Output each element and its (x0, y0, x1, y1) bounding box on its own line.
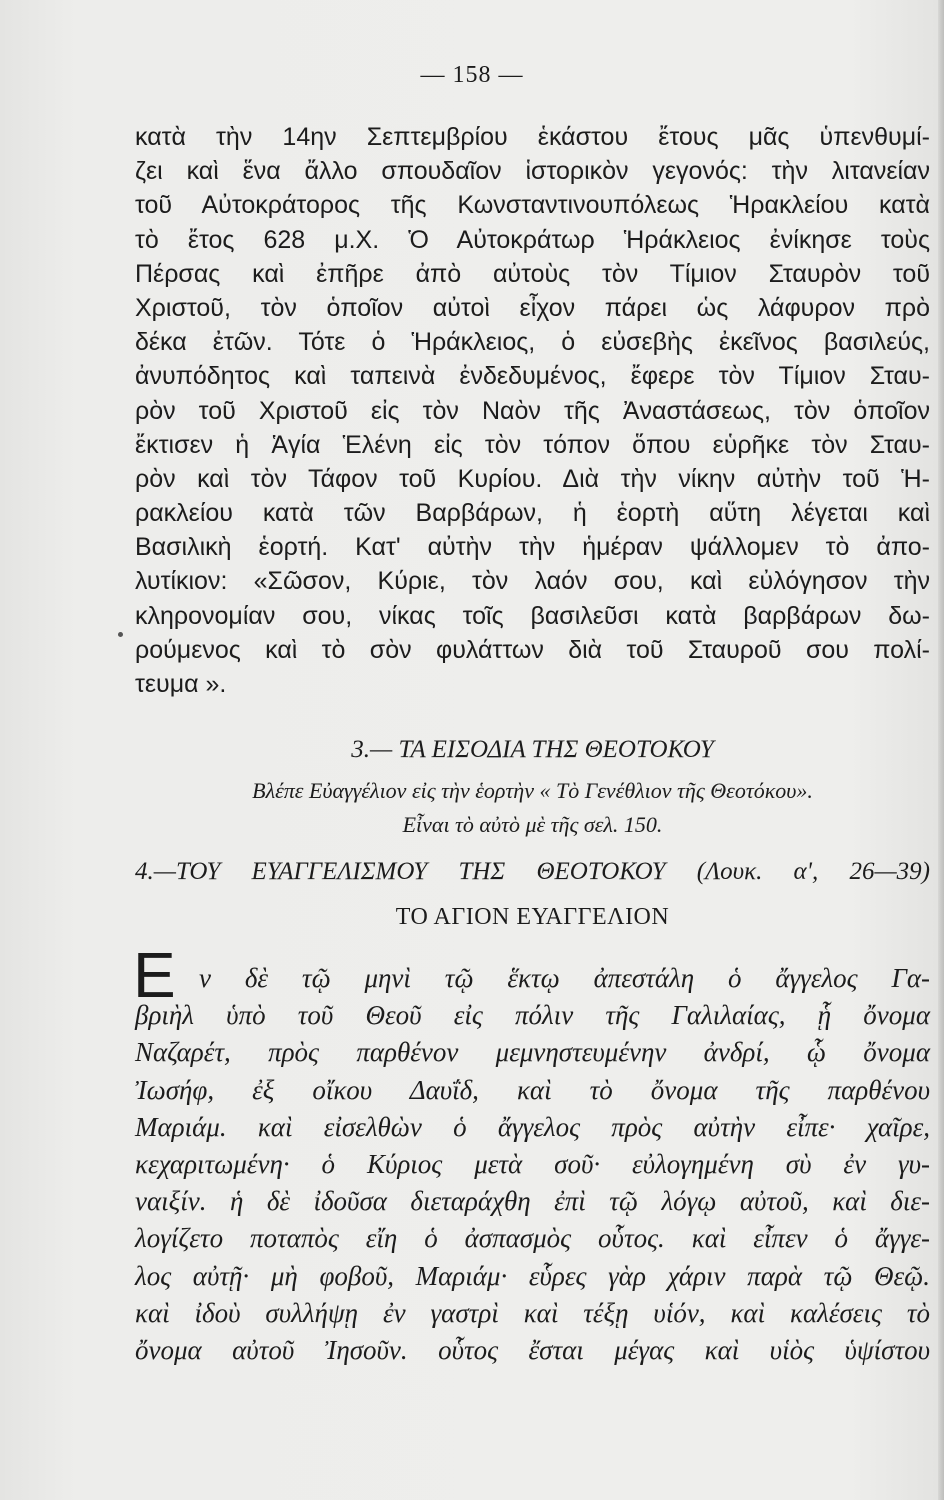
gospel-line: Ἰωσήφ, ἐξ οἴκου Δαυΐδ, καὶ τὸ ὄνομα τῆς παρθένου (135, 1074, 930, 1105)
paragraph-line: Πέρσας καὶ ἐπῆρε ἀπὸ αὐτοὺς τὸν Τίμιον Σταυρὸν τοῦ (135, 259, 930, 288)
section-4-heading: 4.—ΤΟΥ ΕΥΑΓΓΕΛΙΣΜΟΥ ΤΗΣ ΘΕΟΤΟΚΟΥ (Λουκ. α', 26—39) (135, 858, 930, 885)
paragraph-line: δέκα ἐτῶν. Τότε ὁ Ἡράκλειος, ὁ εὐσεβὴς ἐκεῖνος βασιλεύς, (135, 328, 930, 357)
gospel-line: ὄνομα αὐτοῦ Ἰησοῦν. οὗτος ἔσται μέγας καὶ υἱὸς ὑψίστου (135, 1334, 930, 1365)
gospel-line: κεχαριτωμένη· ὁ Κύριος μετὰ σοῦ· εὐλογημένη σὺ ἐν γυ- (135, 1148, 930, 1179)
paragraph-line: τὸ ἔτος 628 μ.Χ. Ὁ Αὐτοκράτωρ Ἡράκλειος ἐνίκησε τοὺς (135, 225, 930, 254)
page-number: — 158 — (420, 62, 524, 88)
paragraph-line: ρὸν τοῦ Χριστοῦ εἰς τὸν Ναὸν τῆς Ἀναστάσεως, τὸν ὁποῖον (135, 396, 930, 425)
gospel-line: βριὴλ ὑπὸ τοῦ Θεοῦ εἰς πόλιν τῆς Γαλιλαίας, ᾗ ὄνομα (135, 1000, 930, 1031)
paragraph-line: ρούμενος καὶ τὸ σὸν φυλάττων διὰ τοῦ Σταυροῦ σου πολί- (135, 635, 930, 664)
gospel-line: ν δὲ τῷ μηνὶ τῷ ἕκτῳ ἀπεστάλη ὁ ἄγγελος Γα- (199, 963, 930, 993)
gospel-title: ΤΟ ΑΓΙΟΝ ΕΥΑΓΓΕΛΙΟΝ (395, 904, 670, 930)
paragraph-line: τευμα ». (135, 670, 227, 698)
paragraph-line: Χριστοῦ, τὸν ὁποῖον αὐτοὶ εἶχον πάρει ὡς λάφυρον πρὸ (135, 293, 930, 322)
page-binding-edge (938, 0, 944, 1500)
paragraph-line: ἀνυπόδητος καὶ ταπεινὰ ἐνδεδυμένος, ἔφερε τὸν Τίμιον Σταυ- (135, 362, 930, 391)
paragraph-line: ζει καὶ ἕνα ἄλλο σπουδαῖον ἱστορικὸν γεγονός: τὴν λιτανείαν (135, 157, 930, 186)
paragraph-line: ρακλείου κατὰ τῶν Βαρβάρων, ἡ ἑορτὴ αὕτη λέγεται καὶ (135, 499, 930, 528)
paragraph-line: ρὸν καὶ τὸν Τάφον τοῦ Κυρίου. Διὰ τὴν νίκην αὐτὴν τοῦ Ἡ- (135, 464, 930, 493)
section-3-note-line-2: Εἶναι τὸ αὐτὸ μὲ τῆς σελ. 150. (402, 812, 663, 837)
paragraph-exaltation-cross (135, 120, 930, 701)
section-3-heading: 3.— ΤΑ ΕΙΣΟΔΙΑ ΤΗΣ ΘΕΟΤΟΚΟΥ (351, 736, 714, 763)
gospel-line: Ναζαρέτ, πρὸς παρθένον μεμνηστευμένην ἀνδρί, ᾧ ὄνομα (135, 1037, 930, 1068)
paragraph-line: κληρονομίαν σου, νίκας τοῖς βασιλεῦσι κατὰ βαρβάρων δω- (135, 601, 930, 630)
gospel-line: λογίζετο ποταπὸς εἴη ὁ ἀσπασμὸς οὗτος. καὶ εἶπεν ὁ ἄγγε- (135, 1223, 930, 1254)
paragraph-line: ἔκτισεν ἡ Ἁγία Ἑλένη εἰς τὸν τόπον ὅπου εὑρῆκε τὸν Σταυ- (135, 430, 930, 459)
gospel-line: ναιξίν. ἡ δὲ ἰδοῦσα διεταράχθη ἐπὶ τῷ λόγῳ αὐτοῦ, καὶ διε- (135, 1186, 930, 1217)
paragraph-line: τοῦ Αὐτοκράτορος τῆς Κωνσταντινουπόλεως Ἡρακλείου κατὰ (135, 191, 930, 220)
paragraph-line: κατὰ τὴν 14ην Σεπτεμβρίου ἑκάστου ἔτους μᾶς ὑπενθυμί- (135, 123, 930, 151)
paragraph-line: λυτίκιον: «Σῶσον, Κύριε, τὸν λαόν σου, καὶ εὐλόγησον τὴν (135, 567, 930, 596)
ink-mark (118, 632, 123, 637)
gospel-line: Μαριάμ. καὶ εἰσελθὼν ὁ ἄγγελος πρὸς αὐτὴν εἶπε· χαῖρε, (135, 1111, 930, 1142)
paragraph-line: Βασιλικὴ ἑορτή. Κατ' αὐτὴν τὴν ἡμέραν ψάλλομεν τὸ ἀπο- (135, 533, 930, 562)
gospel-text (135, 960, 930, 1369)
section-3-note-line-1: Βλέπε Εὐαγγέλιον εἰς τὴν ἑορτὴν « Τὸ Γενέθλιον τῆς Θεοτόκου». (252, 778, 813, 803)
gospel-line: καὶ ἰδοὺ συλλήψῃ ἐν γαστρὶ καὶ τέξῃ υἱόν, καὶ καλέσεις τὸ (135, 1297, 930, 1328)
gospel-line: λος αὐτῇ· μὴ φοβοῦ, Μαριάμ· εὗρες γὰρ χάριν παρὰ τῷ Θεῷ. (135, 1260, 930, 1291)
gospel-drop-cap: Ε (133, 939, 176, 1011)
